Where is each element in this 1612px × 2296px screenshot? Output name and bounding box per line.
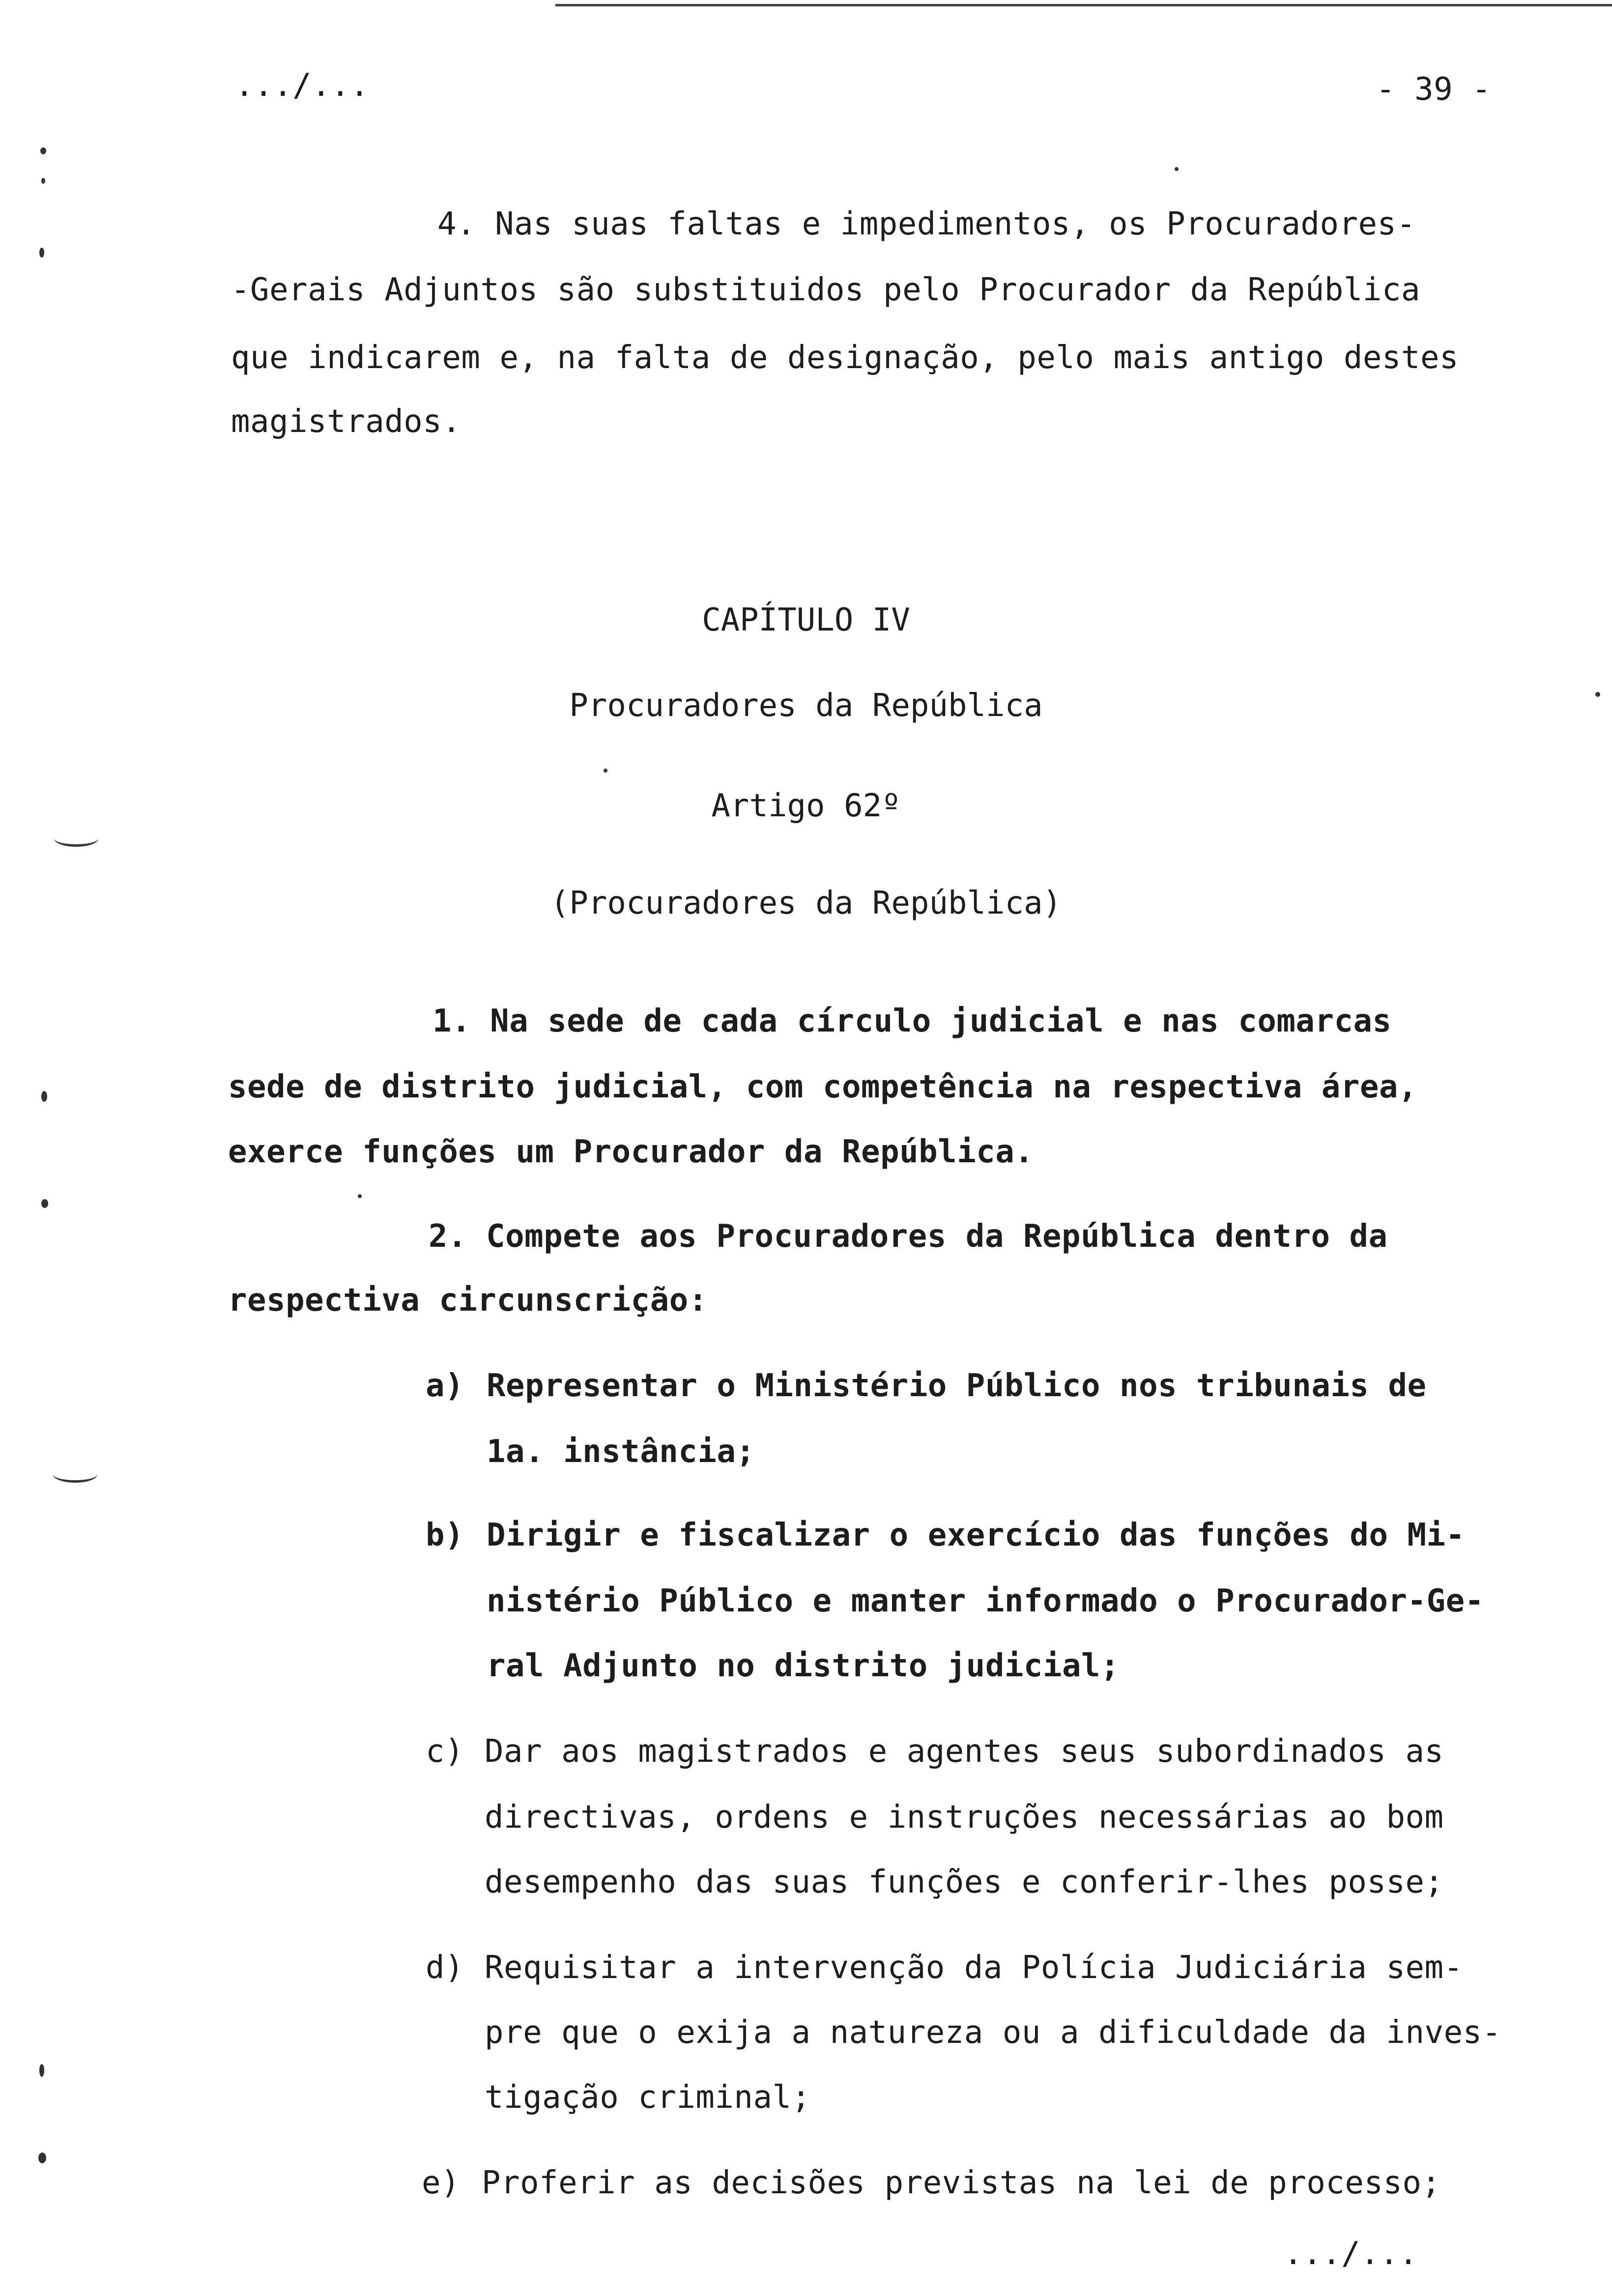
scan-speck [38,2152,46,2163]
paragraph-line: magistrados. [231,403,461,440]
scan-speck [40,147,46,154]
scan-speck [41,178,45,184]
page-number: - 39 - [1376,71,1492,108]
list-line: tigação criminal; [485,2079,811,2116]
list-marker: b) [426,1517,464,1553]
list-marker: c) [426,1733,464,1770]
list-line: directivas, ordens e instruções necessárias ao bom [485,1799,1444,1836]
list-line: Proferir as decisões previstas na lei de processo; [482,2165,1441,2201]
paragraph-line: exerce funções um Procurador da República. [228,1134,1034,1170]
paragraph-line: que indicarem e, na falta de designação, pelo mais antigo destes [231,340,1459,376]
scan-speck [604,769,607,773]
paragraph-line: 4. Nas suas faltas e impedimentos, os Procuradores- [437,206,1416,242]
chapter-title: Procuradores da República [569,688,1043,724]
list-line: Dar aos magistrados e agentes seus subordinados as [485,1733,1444,1770]
continuation-marker-top: .../... [235,67,370,104]
top-rule [555,4,1612,6]
scan-curve [54,831,98,847]
chapter-heading: CAPÍTULO IV [702,602,910,638]
scan-curve [53,1466,97,1483]
scan-speck [39,2064,44,2077]
scan-speck [1595,692,1600,697]
article-title: (Procuradores da República) [550,885,1062,921]
list-marker: d) [426,1950,464,1986]
list-line: Requisitar a intervenção da Polícia Judiciária sem- [485,1950,1463,1986]
scan-speck [41,1199,48,1208]
paragraph-line: -Gerais Adjuntos são substituidos pelo Procurador da República [231,272,1420,308]
scan-speck [41,1091,47,1102]
scan-speck [1175,167,1179,171]
list-line: Representar o Ministério Público nos tribunais de [487,1368,1427,1404]
list-marker: a) [426,1368,464,1404]
article-heading: Artigo 62º [711,788,901,824]
paragraph-line: sede de distrito judicial, com competência na respectiva área, [228,1069,1417,1105]
list-line: nistério Público e manter informado o Procurador-Ge- [487,1583,1484,1619]
list-line: 1a. instância; [487,1434,755,1470]
paragraph-line: respectiva circunscrição: [228,1282,708,1319]
list-line: pre que o exija a natureza ou a dificuldade da inves- [485,2014,1501,2051]
paragraph-line: 1. Na sede de cada círculo judicial e nas comarcas [432,1003,1392,1039]
scan-speck [358,1194,362,1198]
list-line: desempenho das suas funções e conferir-lhes posse; [485,1864,1444,1900]
continuation-marker-bottom: .../... [1284,2236,1418,2272]
list-line: Dirigir e fiscalizar o exercício das funções do Mi- [487,1517,1465,1553]
list-line: ral Adjunto no distrito judicial; [487,1648,1120,1684]
paragraph-line: 2. Compete aos Procuradores da República dentro da [429,1218,1388,1255]
scan-speck [39,248,44,258]
list-marker: e) [422,2165,461,2201]
